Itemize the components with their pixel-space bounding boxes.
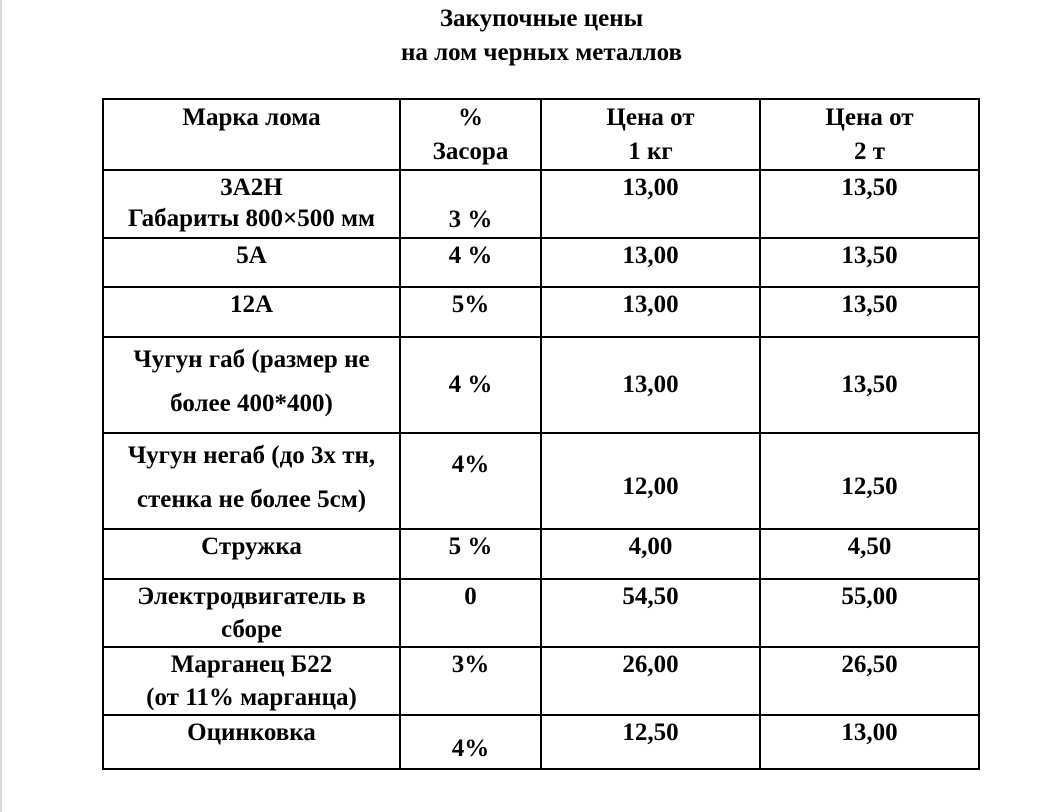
cell-grade: [103, 238, 400, 287]
price-1kg-value: 26,00: [622, 651, 679, 678]
price-1kg-value: 13,00: [622, 371, 679, 398]
price-1kg-value: 12,50: [622, 719, 679, 746]
cell-price-2t: [760, 529, 979, 579]
title-line-2: на лом черных металлов: [400, 39, 683, 66]
cell-price-1kg: [541, 337, 760, 433]
table-row: [103, 337, 979, 433]
page-title: [0, 2, 1047, 70]
table-row: [103, 238, 979, 287]
grade-line2: сборе: [220, 616, 283, 643]
cell-price-1kg: [541, 647, 760, 715]
cell-grade: [103, 715, 400, 769]
header-debris-line2: Засора: [432, 138, 509, 165]
cell-price-1kg: [541, 529, 760, 579]
cell-grade: [103, 647, 400, 715]
price-1kg-value: 54,50: [622, 583, 679, 610]
grade-line2: более 400*400): [170, 390, 333, 417]
grade-line1: Чугун негаб (до 3х тн,: [127, 442, 376, 469]
header-debris-line1: %: [458, 104, 483, 131]
cell-debris: [400, 337, 541, 433]
price-2t-value: 26,50: [841, 651, 898, 678]
cell-grade: [103, 433, 400, 529]
table-row: [103, 170, 979, 238]
price-2t-value: 55,00: [841, 583, 898, 610]
grade-line1: Марганец Б22: [170, 651, 333, 678]
price-2t-value: 13,50: [841, 371, 898, 398]
cell-debris: [400, 715, 541, 769]
cell-price-1kg: [541, 238, 760, 287]
debris-value: 5 %: [448, 533, 493, 560]
table-header-row: [103, 99, 979, 170]
table-row: [103, 715, 979, 769]
header-debris: [400, 99, 541, 170]
cell-grade: [103, 170, 400, 238]
cell-price-2t: [760, 170, 979, 238]
cell-price-2t: [760, 433, 979, 529]
price-1kg-value: 4,00: [628, 533, 673, 560]
table-row: [103, 647, 979, 715]
cell-debris: [400, 647, 541, 715]
cell-debris: [400, 433, 541, 529]
cell-price-1kg: [541, 715, 760, 769]
price-2t-value: 13,50: [841, 242, 898, 269]
table-row: [103, 529, 979, 579]
grade-line2: Габариты 800×500 мм: [127, 205, 376, 232]
table-row: [103, 287, 979, 337]
grade-line2: (от 11% марганца): [146, 684, 357, 711]
cell-debris: [400, 170, 541, 238]
title-line-1: Закупочные цены: [439, 5, 644, 32]
debris-value: 3%: [451, 651, 490, 678]
header-price-2t-line2: 2 т: [853, 138, 886, 165]
price-2t-value: 12,50: [841, 473, 898, 500]
cell-debris: [400, 579, 541, 647]
header-price-1kg-line1: Цена от: [606, 104, 695, 131]
cell-price-2t: [760, 647, 979, 715]
header-price-1kg-line2: 1 кг: [628, 138, 673, 165]
table-row: [103, 433, 979, 529]
page-edge: [0, 0, 2, 812]
price-1kg-value: 12,00: [622, 473, 679, 500]
grade-line1: Чугун габ (размер не: [133, 346, 370, 373]
price-1kg-value: 13,00: [622, 291, 679, 318]
header-price-2t: [760, 99, 979, 170]
cell-price-2t: [760, 715, 979, 769]
cell-debris: [400, 529, 541, 579]
debris-value: 4%: [451, 451, 490, 478]
cell-grade: [103, 529, 400, 579]
price-1kg-value: 13,00: [622, 242, 679, 269]
cell-price-1kg: [541, 287, 760, 337]
debris-value: 4 %: [448, 371, 493, 398]
debris-value: 4 %: [448, 242, 493, 269]
header-price-2t-line1: Цена от: [825, 104, 914, 131]
price-1kg-value: 13,00: [622, 174, 679, 201]
grade-line1: 12А: [229, 291, 274, 318]
cell-grade: [103, 337, 400, 433]
price-table: [102, 98, 980, 770]
cell-price-2t: [760, 287, 979, 337]
debris-value: 0: [464, 583, 477, 610]
grade-line1: 5А: [236, 242, 267, 269]
cell-debris: [400, 287, 541, 337]
cell-price-2t: [760, 579, 979, 647]
debris-value: 5%: [451, 291, 490, 318]
price-2t-value: 13,50: [841, 291, 898, 318]
cell-price-2t: [760, 238, 979, 287]
price-2t-value: 4,50: [847, 533, 892, 560]
grade-line1: Стружка: [201, 533, 302, 560]
cell-price-2t: [760, 337, 979, 433]
cell-grade: [103, 287, 400, 337]
cell-grade: [103, 579, 400, 647]
price-2t-value: 13,50: [841, 174, 898, 201]
price-2t-value: 13,00: [841, 719, 898, 746]
table-row: [103, 579, 979, 647]
cell-price-1kg: [541, 433, 760, 529]
grade-line1: Оцинковка: [187, 719, 316, 746]
cell-price-1kg: [541, 170, 760, 238]
grade-line1: Электродвигатель в: [137, 583, 366, 610]
header-grade: [103, 99, 400, 170]
cell-price-1kg: [541, 579, 760, 647]
header-grade-text: Марка лома: [182, 104, 321, 131]
cell-debris: [400, 238, 541, 287]
debris-value: 3 %: [448, 206, 493, 233]
header-price-1kg: [541, 99, 760, 170]
grade-line2: стенка не более 5см): [136, 486, 367, 513]
grade-line1: 3А2Н: [220, 174, 283, 201]
debris-value: 4%: [451, 735, 490, 762]
